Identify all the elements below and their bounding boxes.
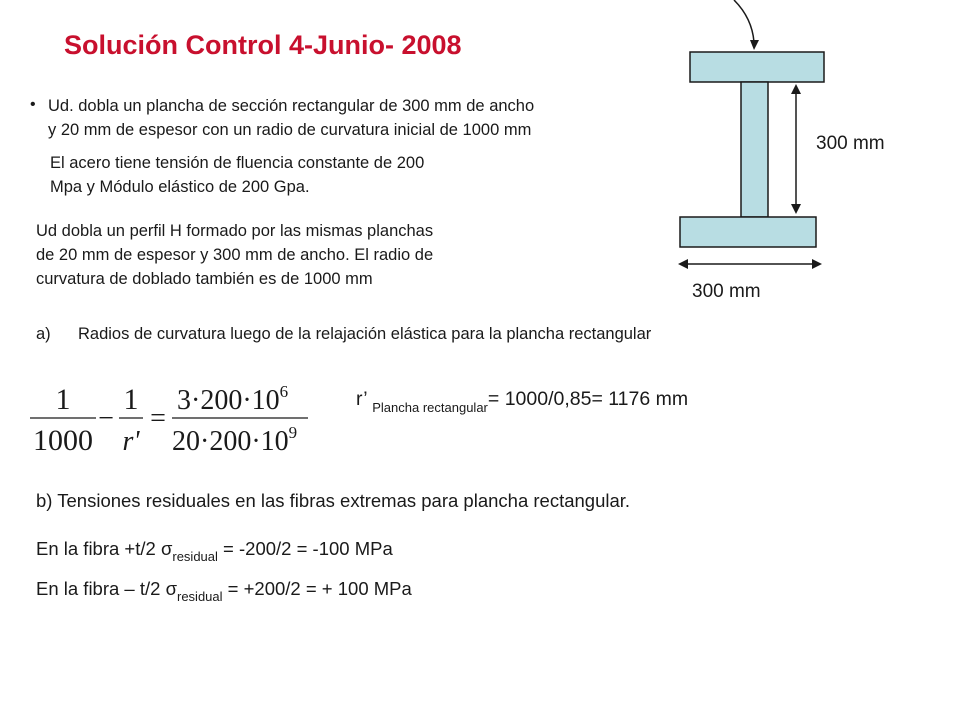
part-a-text: Radios de curvatura luego de la relajación elástica para la plancha rectangular xyxy=(78,325,652,343)
r-prime-expression: = 1000/0,85= xyxy=(487,388,603,410)
top-fiber-value: = -200/2 = -100 MPa xyxy=(217,538,393,559)
eq-minus: − xyxy=(98,403,114,434)
problem-statement xyxy=(48,94,534,142)
bottom-fiber-subscript: residual xyxy=(177,589,223,604)
part-a-label: a) xyxy=(36,325,51,343)
page-title: Solución Control 4-Junio- 2008 xyxy=(64,30,462,60)
steel-properties xyxy=(50,151,424,199)
r-prime-subscript: Plancha rectangular xyxy=(372,400,488,415)
h-beam-diagram xyxy=(620,0,920,320)
eq-den-1: 1000 xyxy=(33,424,93,456)
part-b-heading: b) Tensiones residuales en las fibras extremas para plancha rectangular. xyxy=(36,490,631,511)
top-fiber-prefix: En la fibra +t/2 σ xyxy=(36,538,173,559)
width-arrow-right xyxy=(812,259,822,269)
bottom-fiber-prefix: En la fibra – t/2 σ xyxy=(36,578,177,599)
bottom-fiber-value: = +200/2 = + 100 MPa xyxy=(222,578,412,599)
part-a-question xyxy=(36,322,651,346)
width-arrow-left xyxy=(678,259,688,269)
r-prime-value: 1176 mm xyxy=(608,388,689,410)
r-prime-result xyxy=(356,388,689,415)
residual-stress-top-fiber xyxy=(36,538,393,564)
eq-num-2: 1 xyxy=(123,383,139,416)
top-fiber-subscript: residual xyxy=(172,549,218,564)
steel-line-2: Mpa y Módulo elástico de 200 Gpa. xyxy=(50,178,310,196)
height-arrow-top xyxy=(791,84,801,94)
h-profile-statement xyxy=(36,219,433,291)
eq-rhs-denominator: $20\cdot 200\cdot 10^9$ xyxy=(172,423,298,456)
curvature-equation xyxy=(26,376,326,456)
r-prime-symbol: r’ xyxy=(356,388,367,410)
width-dimension-label: 300 mm xyxy=(692,281,761,302)
height-arrow-bottom xyxy=(791,204,801,214)
profile-line-2: de 20 mm de espesor y 300 mm de ancho. El radio de xyxy=(36,246,434,264)
eq-rhs-numerator: $3\cdot 200\cdot 10^6$ xyxy=(177,382,289,416)
problem-line-2: y 20 mm de espesor con un radio de curvatura inicial de 1000 mm xyxy=(48,121,532,139)
bottom-flange xyxy=(680,217,816,247)
pointer-arrow-head xyxy=(750,40,759,50)
bullet-dot: • xyxy=(30,96,36,113)
eq-equals: = xyxy=(150,403,166,434)
height-dimension-label: 300 mm xyxy=(816,133,885,154)
problem-line-1: Ud. dobla un plancha de sección rectangular de 300 mm de ancho xyxy=(48,97,535,115)
top-flange xyxy=(690,52,824,82)
pointer-arrow-shaft xyxy=(734,0,754,42)
residual-stress-bottom-fiber xyxy=(36,578,412,604)
eq-den-2: r' xyxy=(122,426,140,456)
profile-line-1: Ud dobla un perfil H formado por las mismas planchas xyxy=(36,222,434,240)
eq-num-1: 1 xyxy=(55,383,71,416)
web xyxy=(741,82,768,217)
profile-line-3: curvatura de doblado también es de 1000 mm xyxy=(36,270,373,288)
steel-line-1: El acero tiene tensión de fluencia constante de 200 xyxy=(50,154,425,172)
